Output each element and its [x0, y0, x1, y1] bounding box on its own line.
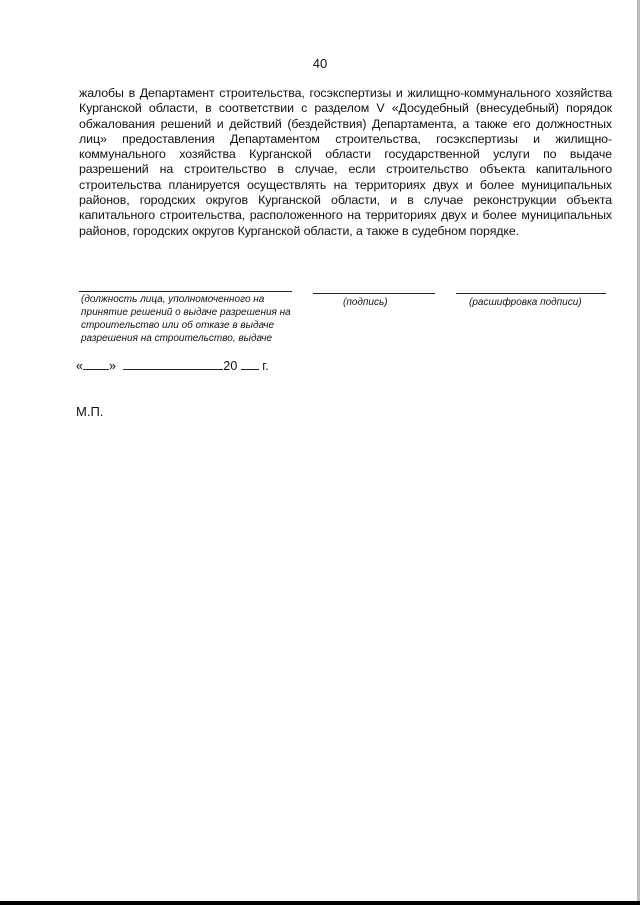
day-blank: [83, 358, 109, 370]
body-paragraph: [79, 86, 612, 239]
position-caption: (должность лица, уполномоченного на принятие решений о выдаче разрешения на строительство или об отказе в выдаче разрешения на строительство, выдаче: [81, 294, 291, 344]
decoding-caption: (расшифровка подписи): [469, 297, 582, 308]
signature-caption: (подпись): [343, 297, 388, 308]
year-suffix: г.: [262, 359, 269, 373]
year-blank: [241, 358, 259, 370]
position-signature-line: [79, 291, 292, 292]
scan-edge-bottom: [0, 901, 640, 905]
date-close-quote: »: [108, 359, 116, 373]
date-open-quote: «: [76, 359, 83, 373]
month-blank: [123, 358, 223, 370]
stamp-place: М.П.: [76, 404, 104, 419]
year-prefix: 20: [223, 359, 238, 373]
signature-line: [313, 293, 435, 294]
date-line: [76, 358, 269, 373]
paragraph-text: жалобы в Департамент строительства, госэкспертизы и жилищно-коммунального хозяйства Курганской области, в соответствии с разделом V «Досудебный (внесудебный) порядок обжалования решений и действий (бездействия) Департамента, а также его должностных лиц» предоставления Департаментом строительства, госэкспертизы и жилищно-коммунального хозяйства Курганской области государственной услуги по выдаче разрешений на строительство в случае, если строительство объекта капитального строительства планируется осуществлять на территориях двух и более муниципальных районов, городских округов Курганской области, и в случае реконструкции объекта капитального строительства, расположенного на территориях двух и более муниципальных районов, городских округов Курганской области, а также в судебном порядке.: [79, 86, 612, 238]
page-number: 40: [312, 56, 328, 71]
decoding-signature-line: [456, 293, 606, 294]
